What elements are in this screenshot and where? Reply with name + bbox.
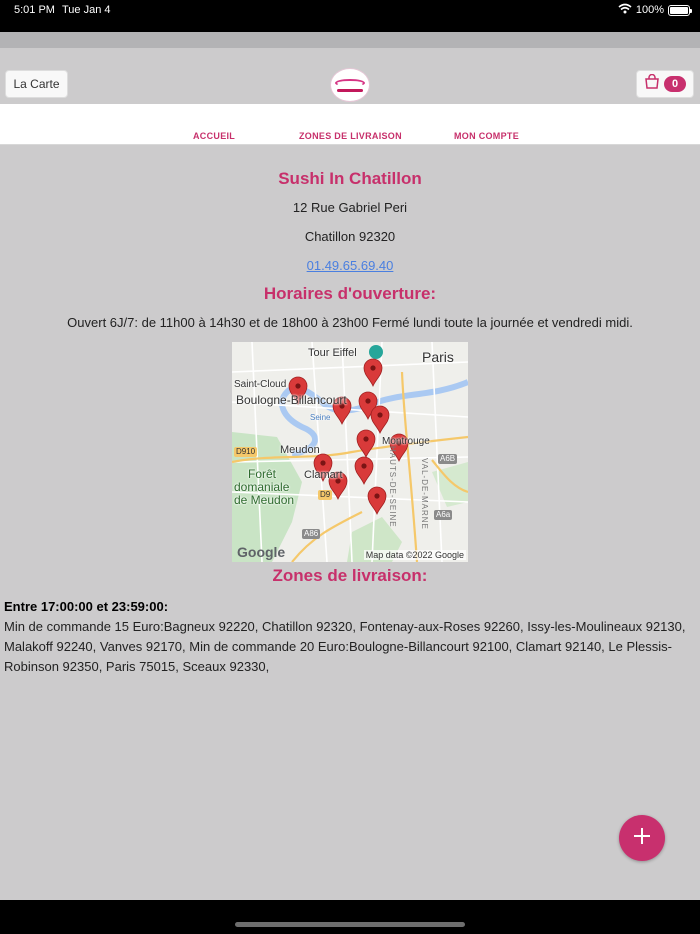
landmark-icon (369, 345, 383, 359)
main-nav (0, 104, 700, 145)
map-label-paris: Paris (422, 349, 454, 365)
nav-mon-compte[interactable]: MON COMPTE (454, 131, 519, 141)
map-marker-dot (374, 493, 379, 498)
status-time: 5:01 PM (14, 4, 55, 16)
map-label-montrouge: Montrouge (382, 436, 430, 447)
map-marker-dot (370, 365, 375, 370)
map-label-foret: Forêt (248, 467, 277, 481)
map-marker-dot (365, 398, 370, 403)
map-label-domaniale: domaniale (234, 480, 290, 494)
cart-button[interactable] (636, 70, 694, 98)
header (0, 48, 700, 104)
map-marker-icon[interactable] (355, 457, 373, 484)
map-label-d910: D910 (236, 447, 256, 456)
add-fab-button[interactable] (619, 815, 665, 861)
restaurant-address: 12 Rue Gabriel Peri (292, 200, 408, 215)
delivery-map[interactable] (232, 342, 468, 562)
map-label-a6a: A6a (436, 510, 451, 519)
map-label-tour-eiffel: Tour Eiffel (308, 347, 357, 359)
hours-title: Horaires d'ouverture: (263, 284, 437, 303)
map-marker-dot (361, 463, 366, 468)
map-marker-dot (377, 412, 382, 417)
map-label-a86: A86 (304, 529, 319, 538)
map-canvas (232, 342, 468, 562)
zones-time: Entre 17:00:00 et 23:59:00: (4, 599, 169, 614)
map-copyright: Map data ©2022 Google (365, 550, 464, 560)
home-indicator[interactable] (235, 922, 465, 927)
plus-icon (632, 826, 652, 851)
shopping-bag-icon (644, 74, 660, 94)
zones-block (4, 597, 696, 677)
map-label-hauts-de-seine: HAUTS-DE-SEINE (388, 446, 397, 528)
battery-icon (668, 5, 690, 16)
status-date: Tue Jan 4 (62, 4, 111, 16)
restaurant-logo[interactable] (330, 68, 370, 102)
logo-swoosh-icon (335, 79, 365, 87)
map-marker-icon[interactable] (371, 406, 389, 433)
map-marker-dot (295, 383, 300, 388)
map-label-clamart: Clamart (304, 469, 343, 481)
zones-title: Zones de livraison: (272, 566, 428, 585)
map-label-val-de-marne: VAL-DE-MARNE (420, 458, 429, 530)
map-label-a6b: A6B (440, 454, 456, 463)
google-logo: Google (237, 544, 286, 560)
map-marker-dot (320, 460, 325, 465)
restaurant-name: Sushi In Chatillon (278, 169, 422, 188)
wifi-icon (618, 3, 632, 17)
map-label-boulogne: Boulogne-Billancourt (236, 393, 347, 407)
app-container (0, 32, 700, 900)
phone-link[interactable]: 01.49.65.69.40 (306, 258, 394, 273)
la-carte-button[interactable]: La Carte (5, 70, 68, 98)
status-bar (0, 0, 700, 32)
nav-accueil[interactable]: ACCUEIL (193, 131, 236, 141)
map-label-seine: Seine (310, 413, 331, 422)
map-label-de-meudon: de Meudon (234, 493, 295, 507)
restaurant-city: Chatillon 92320 (304, 229, 396, 244)
top-strip (0, 32, 700, 48)
map-label-meudon: Meudon (280, 444, 320, 456)
status-indicators (618, 3, 690, 17)
nav-zones-de-livraison[interactable]: ZONES DE LIVRAISON (299, 131, 402, 141)
map-label-d9: D9 (320, 490, 331, 499)
map-marker-icon[interactable] (357, 430, 375, 457)
map-marker-icon[interactable] (364, 359, 382, 386)
hours-text: Ouvert 6J/7: de 11h00 à 14h30 et de 18h00 à 23h00 Fermé lundi toute la journée et vendredi midi. (67, 315, 633, 330)
battery-percent: 100% (635, 4, 664, 16)
bottom-bar (0, 900, 700, 934)
map-marker-icon[interactable] (368, 487, 386, 514)
cart-count-badge: 0 (664, 76, 686, 92)
map-marker-dot (363, 436, 368, 441)
map-label-saint-cloud: Saint-Cloud (234, 379, 287, 390)
zones-text: Min de commande 15 Euro:Bagneux 92220, Chatillon 92320, Fontenay-aux-Roses 92260, Issy-les-Moulineaux 92130, Malakoff 92240, Vanves 92170, Min de commande 20 Euro:Boulogne-Billancourt 92100, Clamart 92140, Le Plessis-Robinson 92350, Paris 75015, Sceaux 92330, (4, 619, 686, 674)
